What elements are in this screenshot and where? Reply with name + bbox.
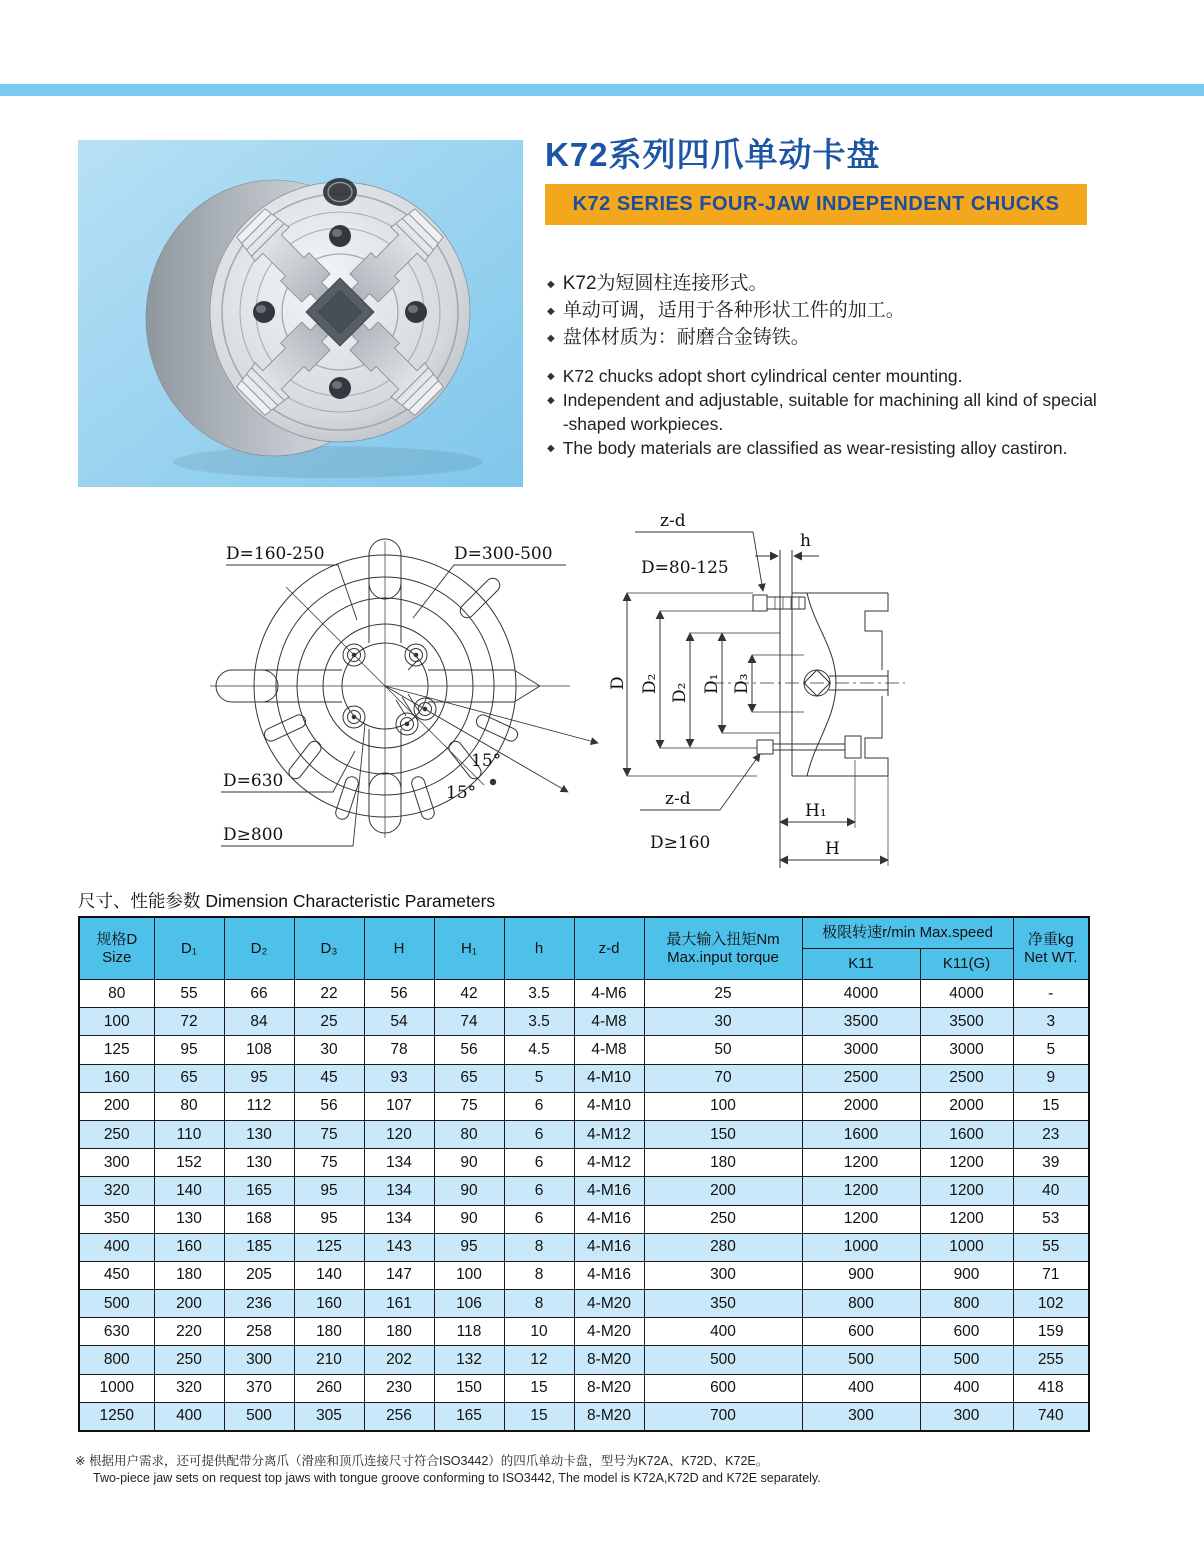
table-cell: 78 [364, 1036, 434, 1064]
table-cell: 160 [154, 1233, 224, 1261]
jaw-slots [262, 575, 519, 821]
table-cell: 72 [154, 1008, 224, 1036]
table-cell: 4-M20 [574, 1318, 644, 1346]
table-cell: 108 [224, 1036, 294, 1064]
table-cell: 1200 [802, 1205, 920, 1233]
table-cell: 168 [224, 1205, 294, 1233]
table-cell: 400 [79, 1233, 154, 1261]
table-cell: 8 [504, 1261, 574, 1289]
col-header-torque-en: Max.input torque [667, 948, 779, 966]
table-cell: 112 [224, 1092, 294, 1120]
table-cell: 2000 [802, 1092, 920, 1120]
table-cell: 39 [1013, 1149, 1089, 1177]
table-cell: 40 [1013, 1177, 1089, 1205]
front-label-d800: D≥800 [223, 825, 284, 845]
feature-text: K72 chucks adopt short cylindrical center mounting. [562, 366, 963, 386]
table-cell: 500 [224, 1402, 294, 1431]
table-cell: 320 [79, 1177, 154, 1205]
table-cell: 3.5 [504, 1008, 574, 1036]
table-cell: 4-M16 [574, 1233, 644, 1261]
table-cell: 450 [79, 1261, 154, 1289]
table-cell: 740 [1013, 1402, 1089, 1431]
front-angle-b: 15° [446, 783, 477, 803]
feature-item [547, 436, 1099, 460]
table-cell: 150 [434, 1374, 504, 1402]
table-cell: 258 [224, 1318, 294, 1346]
table-title: 尺寸、性能参数 Dimension Characteristic Parameters [78, 891, 496, 911]
table-cell: 134 [364, 1149, 434, 1177]
table-body [79, 980, 1089, 1432]
side-label-d-top: D=80-125 [641, 558, 729, 578]
table-row [79, 1092, 1089, 1120]
footnote-cn-text: 根据用户需求，还可提供配带分离爪（滑座和顶爪连接尺寸符合ISO3442）的四爪单动卡盘，型号为K72A、K72D、K72E。 [88, 1454, 769, 1468]
table-cell: 4-M6 [574, 980, 644, 1008]
table-header [79, 917, 1089, 980]
table-cell: 50 [644, 1036, 802, 1064]
features-english [547, 364, 1099, 460]
table-row [79, 1233, 1089, 1261]
table-cell: 30 [294, 1036, 364, 1064]
table-cell: 1200 [920, 1205, 1013, 1233]
table-cell: 6 [504, 1092, 574, 1120]
table-cell: 185 [224, 1233, 294, 1261]
table-cell: 165 [224, 1177, 294, 1205]
table-cell: 4000 [920, 980, 1013, 1008]
table-cell: 8 [504, 1290, 574, 1318]
side-label-h: h [800, 531, 811, 551]
table-cell: 236 [224, 1290, 294, 1318]
table-cell: 65 [434, 1064, 504, 1092]
table-cell: 800 [79, 1346, 154, 1374]
diamond-bullet-icon: ◆ [547, 333, 555, 344]
table-row [79, 1290, 1089, 1318]
product-photo [78, 140, 523, 487]
table-row [79, 1205, 1089, 1233]
table-cell: 5 [504, 1064, 574, 1092]
table-cell: 8-M20 [574, 1402, 644, 1431]
col-header-net-cn: 净重kg [1027, 930, 1074, 948]
table-cell: 55 [1013, 1233, 1089, 1261]
front-view-drawing [168, 503, 608, 893]
col-header-net [1013, 917, 1089, 980]
table-cell: 256 [364, 1402, 434, 1431]
table-cell: 150 [644, 1120, 802, 1148]
table-cell: 1200 [802, 1149, 920, 1177]
table-cell: 165 [434, 1402, 504, 1431]
table-cell: 65 [154, 1064, 224, 1092]
table-cell: 102 [1013, 1290, 1089, 1318]
side-dim-d3: D₃ [732, 673, 752, 694]
table-cell: 90 [434, 1149, 504, 1177]
table-cell: 3 [1013, 1008, 1089, 1036]
table-cell: 3000 [802, 1036, 920, 1064]
table-cell: 95 [224, 1064, 294, 1092]
col-header-H: H [364, 917, 434, 980]
table-row [79, 980, 1089, 1008]
table-cell: 125 [294, 1233, 364, 1261]
table-cell: 3500 [802, 1008, 920, 1036]
side-label-h-total: H [825, 839, 840, 859]
side-label-h1: H₁ [805, 801, 827, 821]
front-label-d300: D=300-500 [454, 544, 553, 564]
table-row [79, 1149, 1089, 1177]
table-cell: 1200 [920, 1149, 1013, 1177]
table-cell: 90 [434, 1205, 504, 1233]
table-cell: 56 [294, 1092, 364, 1120]
table-cell: 4-M12 [574, 1120, 644, 1148]
table-cell: 75 [434, 1092, 504, 1120]
table-cell: 200 [644, 1177, 802, 1205]
table-cell: 30 [644, 1008, 802, 1036]
side-view-drawing [605, 498, 1035, 898]
table-cell: 10 [504, 1318, 574, 1346]
table-cell: 125 [79, 1036, 154, 1064]
table-cell: 74 [434, 1008, 504, 1036]
side-label-d-bottom: D≥160 [650, 833, 711, 853]
table-cell: 15 [1013, 1092, 1089, 1120]
table-cell: 4-M16 [574, 1261, 644, 1289]
table-cell: 6 [504, 1205, 574, 1233]
table-cell: 200 [154, 1290, 224, 1318]
diamond-bullet-icon: ◆ [547, 443, 555, 454]
table-cell: 55 [154, 980, 224, 1008]
table-cell: 260 [294, 1374, 364, 1402]
table-cell: 118 [434, 1318, 504, 1346]
table-cell: 25 [294, 1008, 364, 1036]
table-cell: 1600 [920, 1120, 1013, 1148]
footnote-english: Two-piece jaw sets on request top jaws with tongue groove conforming to ISO3442, The model is K72A,K72D and K72E separately. [93, 1471, 821, 1485]
table-row [79, 1261, 1089, 1289]
table-cell: 280 [644, 1233, 802, 1261]
table-cell: 180 [294, 1318, 364, 1346]
header-block [545, 136, 1087, 225]
table-cell: 500 [802, 1346, 920, 1374]
table-cell: 15 [504, 1374, 574, 1402]
table-cell: 120 [364, 1120, 434, 1148]
col-header-torque-cn: 最大输入扭矩Nm [666, 930, 780, 948]
feature-text: Independent and adjustable, suitable for machining all kind of special -shaped workpieces. [562, 390, 1097, 434]
footnote-chinese [75, 1453, 1125, 1470]
table-cell: 110 [154, 1120, 224, 1148]
table-cell: 1600 [802, 1120, 920, 1148]
table-cell: 800 [920, 1290, 1013, 1318]
table-cell: 210 [294, 1346, 364, 1374]
table-cell: 200 [79, 1092, 154, 1120]
table-cell: 106 [434, 1290, 504, 1318]
col-header-size [79, 917, 154, 980]
page-title: K72系列四爪单动卡盘 [545, 136, 881, 173]
table-cell: - [1013, 980, 1089, 1008]
col-header-size-cn: 规格D [96, 930, 138, 948]
table-cell: 71 [1013, 1261, 1089, 1289]
subtitle-banner [545, 184, 1087, 225]
table-cell: 300 [920, 1402, 1013, 1431]
table-cell: 4-M16 [574, 1177, 644, 1205]
table-cell: 132 [434, 1346, 504, 1374]
table-cell: 4-M10 [574, 1092, 644, 1120]
table-cell: 800 [802, 1290, 920, 1318]
diamond-bullet-icon: ◆ [547, 395, 555, 406]
diamond-bullet-icon: ◆ [547, 306, 555, 317]
table-cell: 9 [1013, 1064, 1089, 1092]
table-row [79, 1008, 1089, 1036]
table-cell: 600 [802, 1318, 920, 1346]
table-row [79, 1402, 1089, 1431]
table-cell: 159 [1013, 1318, 1089, 1346]
table-cell: 95 [434, 1233, 504, 1261]
table-cell: 3500 [920, 1008, 1013, 1036]
table-cell: 4-M12 [574, 1149, 644, 1177]
table-cell: 500 [920, 1346, 1013, 1374]
top-accent-bar [0, 84, 1204, 96]
table-cell: 2500 [802, 1064, 920, 1092]
table-cell: 42 [434, 980, 504, 1008]
table-cell: 70 [644, 1064, 802, 1092]
table-cell: 300 [224, 1346, 294, 1374]
table-cell: 80 [154, 1092, 224, 1120]
table-cell: 230 [364, 1374, 434, 1402]
table-cell: 8-M20 [574, 1346, 644, 1374]
table-cell: 4-M10 [574, 1064, 644, 1092]
table-cell: 100 [434, 1261, 504, 1289]
table-cell: 1200 [920, 1177, 1013, 1205]
table-cell: 350 [644, 1290, 802, 1318]
col-header-speed-group: 极限转速r/min Max.speed [802, 917, 1013, 949]
table-cell: 8-M20 [574, 1374, 644, 1402]
side-dim-d2-inner: D₂ [670, 682, 690, 703]
table-cell: 160 [79, 1064, 154, 1092]
table-cell: 500 [644, 1346, 802, 1374]
table-row [79, 1374, 1089, 1402]
table-cell: 600 [644, 1374, 802, 1402]
table-cell: 300 [644, 1261, 802, 1289]
table-cell: 1250 [79, 1402, 154, 1431]
table-row [79, 1120, 1089, 1148]
table-cell: 152 [154, 1149, 224, 1177]
table-cell: 130 [224, 1120, 294, 1148]
table-cell: 130 [224, 1149, 294, 1177]
table-cell: 300 [802, 1402, 920, 1431]
table-cell: 95 [294, 1205, 364, 1233]
col-header-d2: D₂ [224, 917, 294, 980]
table-cell: 2500 [920, 1064, 1013, 1092]
side-dim-d: D [608, 676, 628, 690]
table-cell: 320 [154, 1374, 224, 1402]
table-cell: 400 [644, 1318, 802, 1346]
col-header-size-en: Size [102, 948, 132, 966]
table-cell: 1000 [920, 1233, 1013, 1261]
table-cell: 22 [294, 980, 364, 1008]
table-cell: 80 [79, 980, 154, 1008]
col-header-k11: K11 [802, 949, 920, 980]
table-cell: 107 [364, 1092, 434, 1120]
side-label-zd-bottom: z-d [665, 789, 691, 809]
table-cell: 56 [434, 1036, 504, 1064]
table-cell: 180 [364, 1318, 434, 1346]
table-cell: 600 [920, 1318, 1013, 1346]
front-label-d160: D=160-250 [226, 544, 325, 564]
table-cell: 400 [802, 1374, 920, 1402]
feature-text: 盘体材质为：耐磨合金铸铁。 [562, 327, 810, 348]
feature-item [547, 388, 1099, 436]
table-cell: 4-M16 [574, 1205, 644, 1233]
table-cell: 250 [154, 1346, 224, 1374]
feature-text: K72为短圆柱连接形式。 [562, 273, 768, 294]
table-cell: 5 [1013, 1036, 1089, 1064]
table-cell: 23 [1013, 1120, 1089, 1148]
feature-text: The body materials are classified as wear-resisting alloy castiron. [562, 438, 1068, 458]
table-cell: 1000 [802, 1233, 920, 1261]
table-cell: 134 [364, 1205, 434, 1233]
table-cell: 180 [644, 1149, 802, 1177]
col-header-zd: z-d [574, 917, 644, 980]
front-label-d630: D=630 [223, 771, 284, 791]
table-cell: 140 [294, 1261, 364, 1289]
table-cell: 8 [504, 1233, 574, 1261]
table-row [79, 1318, 1089, 1346]
table-cell: 93 [364, 1064, 434, 1092]
table-cell: 84 [224, 1008, 294, 1036]
table-cell: 75 [294, 1149, 364, 1177]
table-cell: 4-M8 [574, 1036, 644, 1064]
table-cell: 80 [434, 1120, 504, 1148]
side-dim-d2-outer: D₂ [640, 673, 660, 694]
table-cell: 250 [79, 1120, 154, 1148]
table-cell: 15 [504, 1402, 574, 1431]
table-cell: 100 [644, 1092, 802, 1120]
table-cell: 305 [294, 1402, 364, 1431]
feature-item [547, 364, 1099, 388]
features-chinese [547, 270, 1099, 351]
table-row [79, 1177, 1089, 1205]
table-cell: 220 [154, 1318, 224, 1346]
table-cell: 6 [504, 1177, 574, 1205]
table-cell: 500 [79, 1290, 154, 1318]
subtitle-text: K72 SERIES FOUR-JAW INDEPENDENT CHUCKS [572, 193, 1060, 215]
table-cell: 205 [224, 1261, 294, 1289]
table-cell: 90 [434, 1177, 504, 1205]
table-cell: 4000 [802, 980, 920, 1008]
table-cell: 56 [364, 980, 434, 1008]
table-cell: 12 [504, 1346, 574, 1374]
table-cell: 3.5 [504, 980, 574, 1008]
table-row [79, 1064, 1089, 1092]
table-cell: 180 [154, 1261, 224, 1289]
table-cell: 250 [644, 1205, 802, 1233]
diamond-bullet-icon: ◆ [547, 371, 555, 382]
col-header-k11g: K11(G) [920, 949, 1013, 980]
table-cell: 700 [644, 1402, 802, 1431]
feature-item [547, 297, 1099, 324]
table-cell: 6 [504, 1120, 574, 1148]
table-cell: 300 [79, 1149, 154, 1177]
diamond-bullet-icon: ◆ [547, 279, 555, 290]
col-header-H1: H₁ [434, 917, 504, 980]
col-header-h: h [504, 917, 574, 980]
col-header-d1: D₁ [154, 917, 224, 980]
table-cell: 4-M8 [574, 1008, 644, 1036]
table-cell: 54 [364, 1008, 434, 1036]
table-cell: 4-M20 [574, 1290, 644, 1318]
col-header-torque [644, 917, 802, 980]
dimension-table [78, 916, 1090, 1432]
feature-item [547, 270, 1099, 297]
table-cell: 400 [920, 1374, 1013, 1402]
table-cell: 140 [154, 1177, 224, 1205]
col-header-net-en: Net WT. [1024, 948, 1078, 966]
table-row [79, 1346, 1089, 1374]
table-cell: 370 [224, 1374, 294, 1402]
table-cell: 100 [79, 1008, 154, 1036]
footnote [75, 1453, 1125, 1487]
table-cell: 53 [1013, 1205, 1089, 1233]
table-cell: 400 [154, 1402, 224, 1431]
table-cell: 3000 [920, 1036, 1013, 1064]
reference-mark: ※ [75, 1454, 86, 1468]
table-cell: 25 [644, 980, 802, 1008]
table-cell: 2000 [920, 1092, 1013, 1120]
table-cell: 350 [79, 1205, 154, 1233]
table-cell: 900 [802, 1261, 920, 1289]
front-angle-a: 15° [471, 751, 502, 771]
table-cell: 1200 [802, 1177, 920, 1205]
table-cell: 630 [79, 1318, 154, 1346]
table-cell: 134 [364, 1177, 434, 1205]
table-cell: 160 [294, 1290, 364, 1318]
feature-item [547, 324, 1099, 351]
table-row [79, 1036, 1089, 1064]
table-cell: 4.5 [504, 1036, 574, 1064]
side-dim-d1: D₁ [702, 673, 722, 694]
table-cell: 66 [224, 980, 294, 1008]
table-cell: 255 [1013, 1346, 1089, 1374]
feature-text: 单动可调，适用于各种形状工件的加工。 [562, 300, 905, 321]
table-cell: 900 [920, 1261, 1013, 1289]
table-cell: 75 [294, 1120, 364, 1148]
col-header-d3: D₃ [294, 917, 364, 980]
table-cell: 45 [294, 1064, 364, 1092]
table-cell: 143 [364, 1233, 434, 1261]
table-cell: 147 [364, 1261, 434, 1289]
table-cell: 95 [294, 1177, 364, 1205]
side-label-zd-top: z-d [660, 511, 686, 531]
table-cell: 130 [154, 1205, 224, 1233]
table-cell: 202 [364, 1346, 434, 1374]
table-cell: 1000 [79, 1374, 154, 1402]
table-cell: 161 [364, 1290, 434, 1318]
table-cell: 6 [504, 1149, 574, 1177]
table-cell: 95 [154, 1036, 224, 1064]
table-cell: 418 [1013, 1374, 1089, 1402]
